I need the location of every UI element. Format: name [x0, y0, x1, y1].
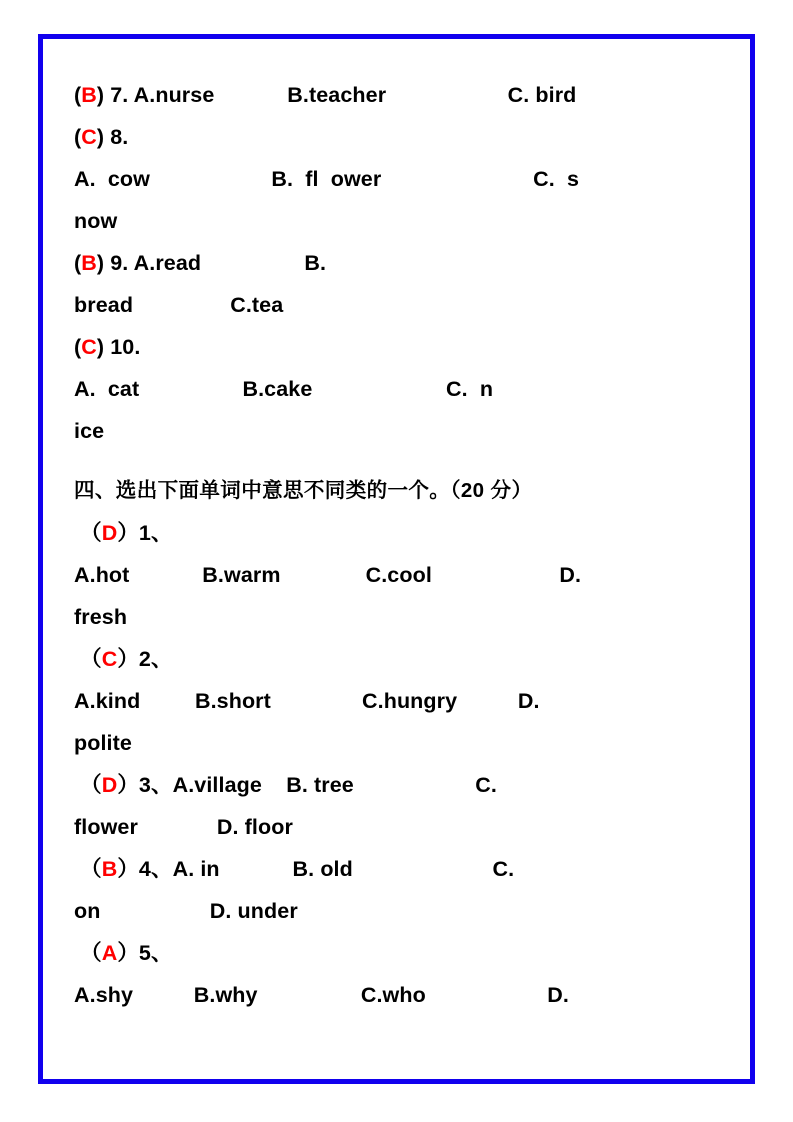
question-8-options-text: A. cow B. fl ower C. s: [74, 167, 580, 191]
question-9-continued-text: bread C.tea: [74, 293, 284, 317]
section4-question-4-options: [74, 890, 722, 932]
question-10-options-text: A. cat B.cake C. n: [74, 377, 494, 401]
section4-question-4: （B）4、A. in B. old C.: [74, 857, 515, 881]
question-9: (B) 9. A.read B.: [74, 251, 327, 275]
section4-answer-3: D: [101, 773, 118, 797]
section4-question-3-label: ）3、A.village B. tree C.: [117, 773, 497, 797]
question-8-options-continued: [74, 200, 722, 242]
section4-question-5-label: ）5、: [117, 941, 173, 965]
question-10: (C) 10.: [74, 335, 141, 359]
question-10-options-continued-text: ice: [74, 419, 105, 443]
question-10-text: ) 10.: [96, 335, 141, 359]
section4-question-4-options-text: on D. under: [74, 899, 298, 923]
section-four-heading: 四、选出下面单词中意思不同类的一个。（20 分）: [74, 479, 533, 502]
section4-answer-5: A: [101, 941, 118, 965]
question-9-continued: [74, 284, 722, 326]
section4-question-4-label: ）4、A. in B. old C.: [117, 857, 515, 881]
question-8: (C) 8.: [74, 125, 129, 149]
section4-answer-2: C: [101, 647, 118, 671]
answer-8: C: [81, 125, 97, 149]
question-10-options-continued: [74, 410, 722, 452]
section4-question-1-options-continued-text: fresh: [74, 605, 128, 629]
section4-question-5-options-text: A.shy B.why C.who D.: [74, 983, 569, 1007]
section4-question-1-label: ）1、: [117, 521, 173, 545]
section4-answer-1: D: [101, 521, 118, 545]
answer-7: B: [81, 83, 97, 107]
question-8-options-continued-text: now: [74, 209, 118, 233]
question-7: (B) 7. A.nurse B.teacher C. bird: [74, 83, 577, 107]
section4-question-2-options-continued: [74, 722, 722, 764]
section4-question-5: （A）5、: [74, 941, 173, 965]
question-9-text: ) 9. A.read B.: [96, 251, 327, 275]
question-7-text: ) 7. A.nurse B.teacher C. bird: [96, 83, 577, 107]
answer-9: B: [81, 251, 97, 275]
worksheet-content: [74, 74, 722, 1016]
section4-question-2-label: ）2、: [117, 647, 173, 671]
section4-question-3-options: [74, 806, 722, 848]
question-8-options: [74, 158, 722, 200]
section4-question-2-options-continued-text: polite: [74, 731, 132, 755]
section4-question-1-options: [74, 554, 722, 596]
section4-question-1-options-continued: [74, 596, 722, 638]
section4-question-2-options: [74, 680, 722, 722]
section4-question-3-options-text: flower D. floor: [74, 815, 293, 839]
section4-question-1: （D）1、: [74, 521, 173, 545]
answer-10: C: [81, 335, 97, 359]
section4-question-2-options-text: A.kind B.short C.hungry D.: [74, 689, 540, 713]
section4-answer-4: B: [101, 857, 118, 881]
question-8-text: ) 8.: [96, 125, 129, 149]
section4-question-1-options-text: A.hot B.warm C.cool D.: [74, 563, 582, 587]
section4-question-2: （C）2、: [74, 647, 173, 671]
section4-question-3: （D）3、A.village B. tree C.: [74, 773, 497, 797]
question-10-options: [74, 368, 722, 410]
section4-question-5-options: [74, 974, 722, 1016]
